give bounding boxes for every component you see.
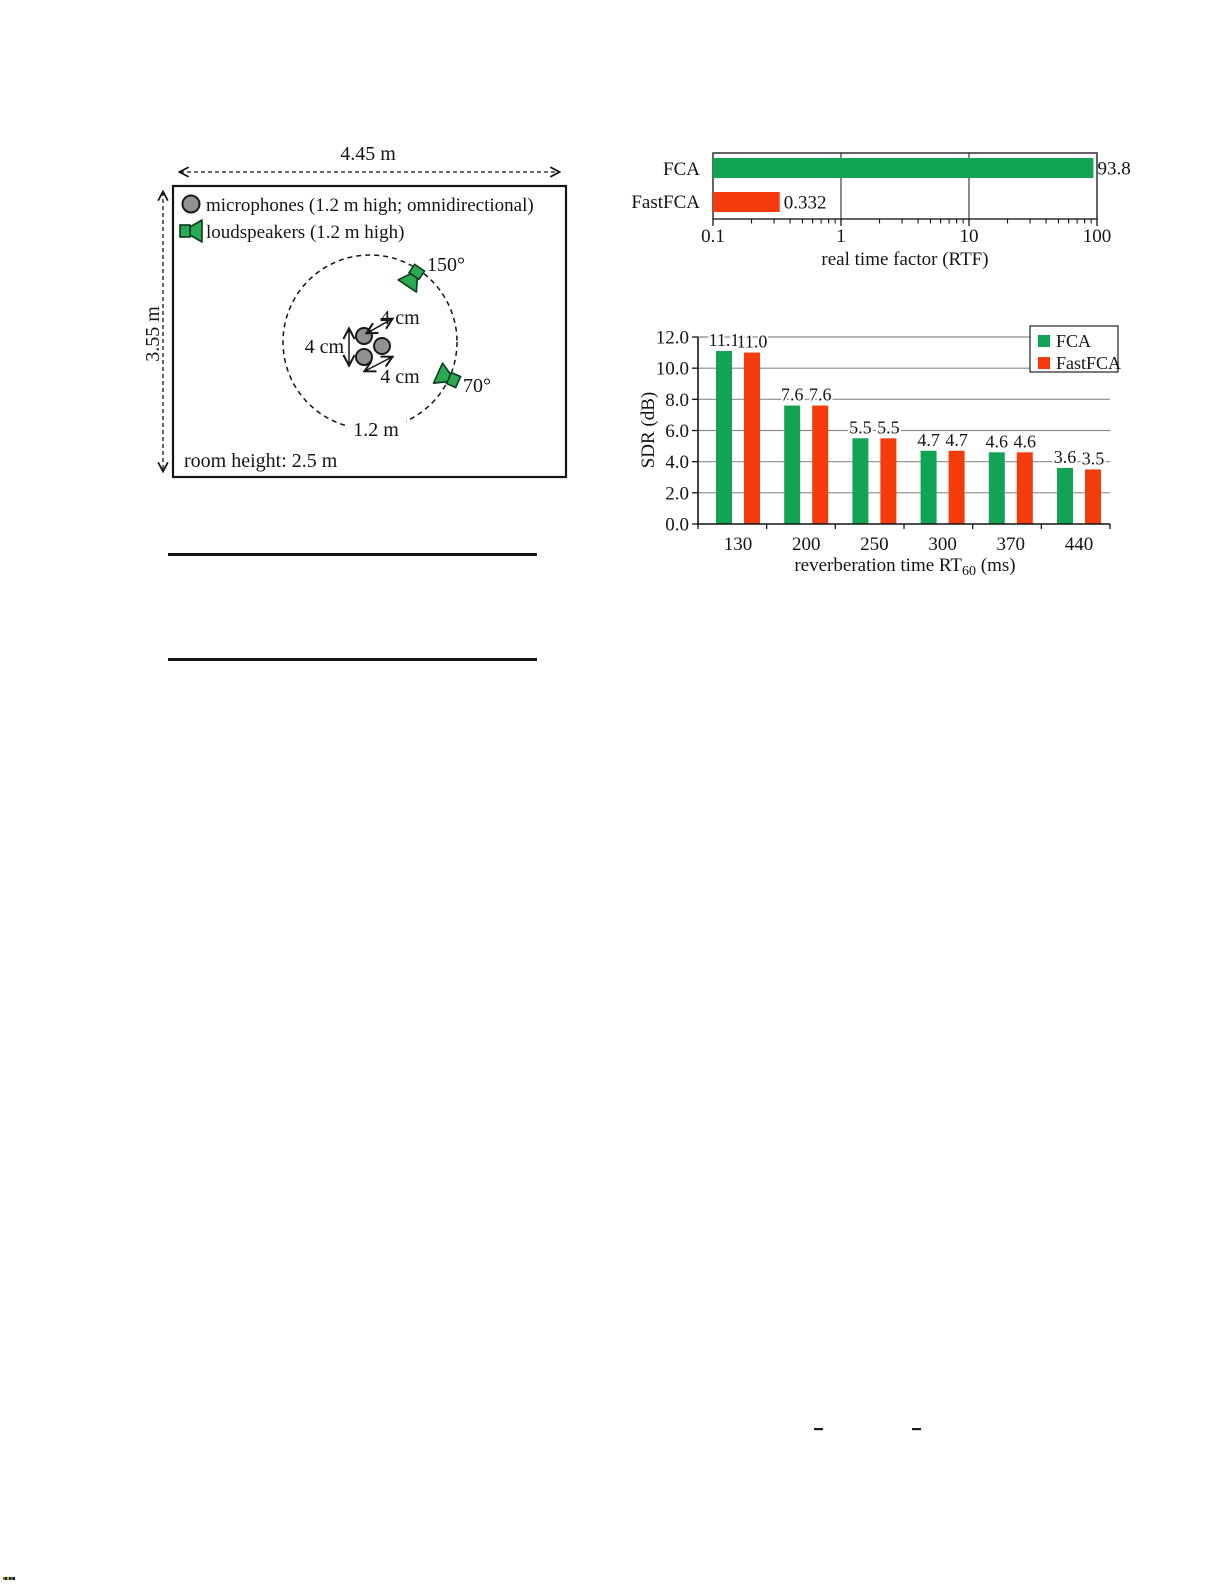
stray-dash-right: [912, 1428, 921, 1430]
sdr-bar-FastFCA: [880, 438, 896, 524]
sdr-y-tick-label: 2.0: [665, 483, 689, 505]
sdr-bar-value-label: 7.6: [808, 384, 832, 405]
rtf-row-label-fca: FCA: [663, 159, 700, 180]
rtf-tick-0.1: 0.1: [701, 226, 725, 247]
loudspeaker-70-label: 70°: [463, 375, 491, 397]
sdr-legend: [1030, 326, 1121, 373]
sdr-bar-FastFCA: [1017, 452, 1033, 524]
sdr-bar-value-label: 4.7: [917, 429, 940, 450]
sdr-bar-value-label: 5.5: [849, 417, 872, 438]
sdr-bar-FCA: [1057, 468, 1073, 524]
sdr-bar-value-label: 11.1: [708, 330, 740, 351]
rtf-row-label-fastfca: FastFCA: [631, 192, 700, 213]
sdr-bars: [716, 351, 1101, 524]
sdr-bar-value-label: 5.5: [877, 417, 900, 438]
room-diagram: [142, 143, 566, 477]
sdr-bar-FastFCA: [744, 353, 760, 524]
rtf-bar-FCA: [713, 158, 1093, 178]
rtf-bar-value-label: 0.332: [783, 192, 827, 214]
loudspeaker-70-icon: [434, 363, 463, 392]
loudspeaker-150-icon: [398, 262, 429, 293]
rtf-chart: [631, 153, 1130, 270]
legend-swatch-fastfca: [1038, 357, 1050, 369]
array-radius-label: 1.2 m: [353, 419, 399, 441]
sdr-bar-value-label: 3.5: [1081, 448, 1105, 469]
legend-swatch-fca: [1038, 335, 1050, 347]
sdr-category-label: 130: [723, 534, 753, 555]
mic-1-icon: [356, 328, 372, 344]
stray-dash-left: [814, 1428, 823, 1430]
sdr-bar-FCA: [784, 406, 800, 524]
sdr-category-labels: [724, 534, 1094, 555]
sdr-chart: [638, 326, 1121, 579]
legend-label-fca: FCA: [1056, 331, 1092, 351]
microphone-legend-label: microphones (1.2 m high; omnidirectional): [206, 195, 534, 216]
rtf-axis-title: real time factor (RTF): [821, 249, 989, 270]
loudspeaker-legend-label: loudspeakers (1.2 m high): [206, 222, 405, 243]
rtf-tick-10: 10: [959, 226, 979, 247]
rtf-bar-value-label: 93.8: [1097, 158, 1131, 180]
sdr-category-label: 250: [860, 534, 889, 555]
sdr-bar-value-label: 4.7: [945, 429, 968, 450]
sdr-y-axis-title: SDR (dB): [638, 391, 659, 469]
rtf-tick-100: 100: [1082, 226, 1112, 247]
room-width-label: 4.45 m: [340, 143, 396, 165]
mic-spacing-label-top: 4 cm: [380, 307, 420, 329]
sdr-y-tick-label: 4.0: [665, 452, 689, 474]
sdr-bar-value-label: 7.6: [780, 384, 804, 405]
table-bottom-rule: [168, 658, 537, 661]
sdr-category-label: 440: [1064, 534, 1094, 555]
rtf-axis-ticks: [713, 219, 1097, 226]
subscript-60: 60: [962, 564, 977, 579]
sdr-y-tick-label: 6.0: [665, 421, 689, 442]
sdr-category-label: 300: [928, 534, 957, 555]
rtf-bar-FastFCA: [713, 192, 780, 212]
sdr-y-tick-label: 12.0: [655, 327, 689, 349]
room-height-dim-label: 3.55 m: [142, 306, 164, 362]
sdr-y-tick-label: 10.0: [655, 358, 689, 380]
loudspeaker-icon: [180, 220, 202, 242]
sdr-bar-value-label: 4.6: [1013, 431, 1037, 452]
sdr-category-label: 370: [996, 534, 1026, 555]
mic-spacing-label-left: 4 cm: [304, 336, 344, 358]
sdr-y-tick-label: 8.0: [665, 389, 689, 411]
legend-label-fastfca: FastFCA: [1056, 353, 1122, 373]
rtf-bars: [713, 158, 1131, 214]
sdr-bar-FCA: [716, 351, 732, 524]
corner-artifact: [3, 1577, 15, 1580]
sdr-bar-FCA: [852, 438, 868, 524]
sdr-bar-FCA: [921, 451, 937, 524]
sdr-bar-value-label: 3.6: [1053, 446, 1077, 467]
sdr-x-axis-title: reverberation time $RT_{60}$ (ms): [794, 555, 1016, 579]
microphone-icon: [183, 196, 200, 213]
sdr-y-tick-labels: [656, 328, 689, 536]
mic-2-icon: [356, 349, 372, 365]
sdr-bar-FastFCA: [949, 451, 965, 524]
room-height-label: room height: 2.5 m: [184, 450, 338, 472]
sdr-bar-FCA: [989, 452, 1005, 524]
loudspeaker-150-label: 150°: [427, 254, 465, 276]
table-top-rule: [168, 553, 537, 556]
sdr-bar-value-label: 4.6: [985, 431, 1009, 452]
sdr-category-label: 200: [791, 534, 821, 555]
mic-spacing-label-bottom: 4 cm: [380, 366, 420, 388]
sdr-bar-FastFCA: [812, 406, 828, 524]
mic-3-icon: [374, 338, 390, 354]
sdr-y-tick-label: 0.0: [665, 514, 689, 536]
sdr-bar-value-label: 11.0: [736, 331, 768, 352]
rtf-tick-1: 1: [836, 226, 846, 247]
sdr-bar-FastFCA: [1085, 469, 1101, 524]
